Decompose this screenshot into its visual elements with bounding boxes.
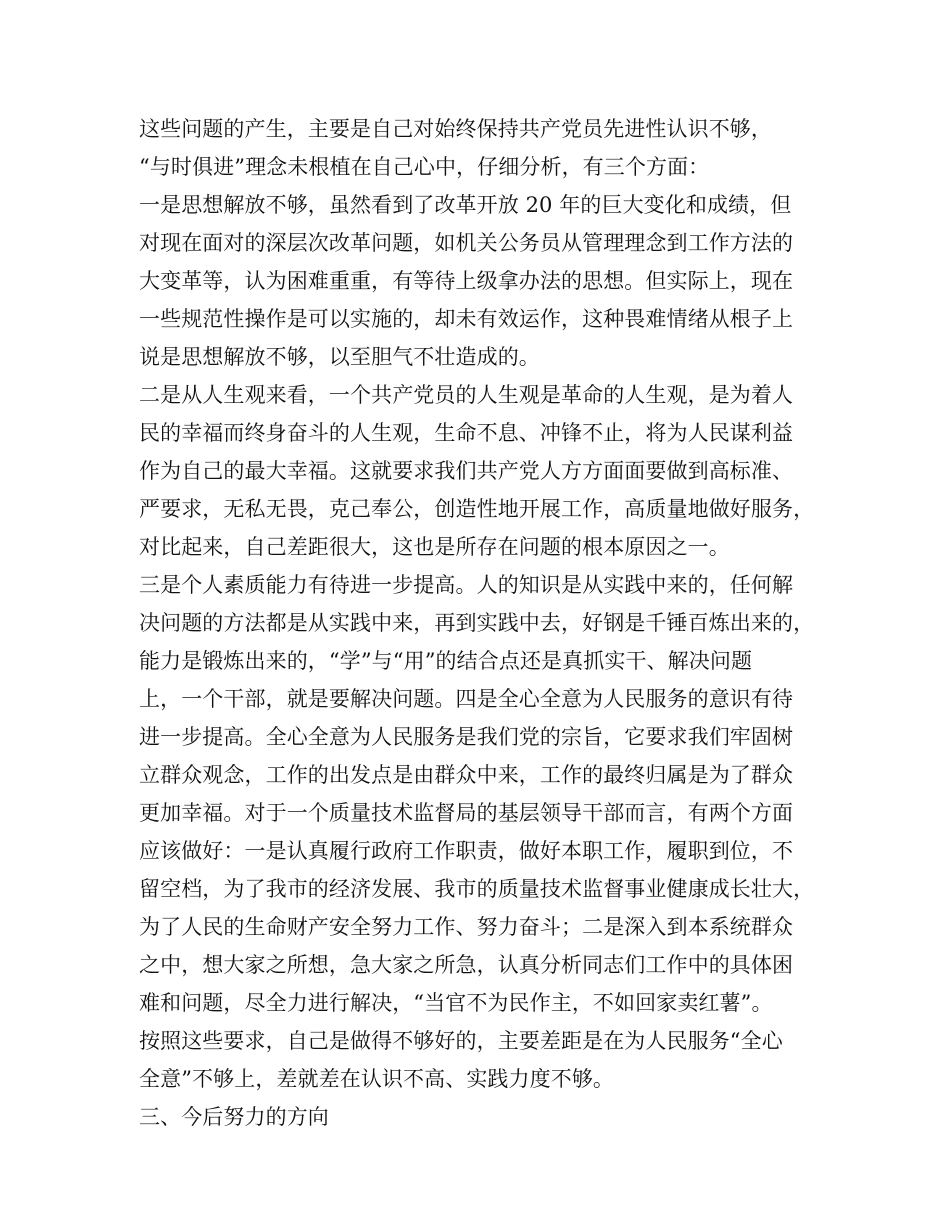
text-line: 二是从人生观来看，一个共产党员的人生观是革命的人生观，是为着人 bbox=[139, 383, 794, 407]
text-line: 立群众观念，工作的出发点是由群众中来，工作的最终归属是为了群众 bbox=[139, 763, 794, 787]
text-line: 这些问题的产生，主要是自己对始终保持共产党员先进性认识不够， bbox=[139, 117, 772, 141]
text-line: 按照这些要求，自己是做得不够好的，主要差距是在为人民服务“全心 bbox=[139, 1029, 783, 1053]
text-line: 一些规范性操作是可以实施的，却未有效运作，这种畏难情绪从根子上 bbox=[139, 307, 794, 331]
document-body bbox=[139, 110, 829, 1136]
text-line: 难和问题，尽全力进行解决，“当官不为民作主，不如回家卖红薯”。 bbox=[139, 991, 773, 1015]
text-line: 决问题的方法都是从实践中来，再到实践中去，好钢是千锤百炼出来的， bbox=[139, 611, 815, 635]
text-line: 对比起来，自己差距很大，这也是所存在问题的根本原因之一。 bbox=[139, 535, 730, 559]
text-line: 说是思想解放不够，以至胆气不壮造成的。 bbox=[139, 345, 540, 369]
text-line: 一是思想解放不够，虽然看到了改革开放 20 年的巨大变化和成绩，但 bbox=[139, 193, 792, 217]
text-line: 进一步提高。全心全意为人民服务是我们党的宗旨，它要求我们牢固树 bbox=[139, 725, 794, 749]
text-line: 三是个人素质能力有待进一步提高。人的知识是从实践中来的，任何解 bbox=[139, 573, 794, 597]
text-line: 为了人民的生命财产安全努力工作、努力奋斗；二是深入到本系统群众 bbox=[139, 915, 794, 939]
text-line: 大变革等，认为困难重重，有等待上级拿办法的思想。但实际上，现在 bbox=[139, 269, 794, 293]
text-line: 上，一个干部，就是要解决问题。四是全心全意为人民服务的意识有待 bbox=[139, 687, 794, 711]
text-line: 对现在面对的深层次改革问题，如机关公务员从管理理念到工作方法的 bbox=[139, 231, 794, 255]
text-line: 作为自己的最大幸福。这就要求我们共产党人方方面面要做到高标准、 bbox=[139, 459, 794, 483]
text-line: 之中，想大家之所想，急大家之所急，认真分析同志们工作中的具体困 bbox=[139, 953, 794, 977]
text-line: 严要求，无私无畏，克己奉公，创造性地开展工作，高质量地做好服务， bbox=[139, 497, 815, 521]
text-line: “与时俱进”理念未根植在自己心中，仔细分析，有三个方面： bbox=[139, 155, 710, 179]
text-line: 民的幸福而终身奋斗的人生观，生命不息、冲锋不止，将为人民谋利益 bbox=[139, 421, 794, 445]
text-line: 能力是锻炼出来的，“学”与“用”的结合点还是真抓实干、解决问题 bbox=[139, 649, 753, 673]
text-line: 全意”不够上，差就差在认识不高、实践力度不够。 bbox=[139, 1067, 615, 1091]
section-heading: 三、今后努力的方向 bbox=[139, 1105, 329, 1129]
text-line: 应该做好：一是认真履行政府工作职责，做好本职工作，履职到位，不 bbox=[139, 839, 794, 863]
text-line: 留空档，为了我市的经济发展、我市的质量技术监督事业健康成长壮大， bbox=[139, 877, 815, 901]
text-line: 更加幸福。对于一个质量技术监督局的基层领导干部而言，有两个方面 bbox=[139, 801, 794, 825]
